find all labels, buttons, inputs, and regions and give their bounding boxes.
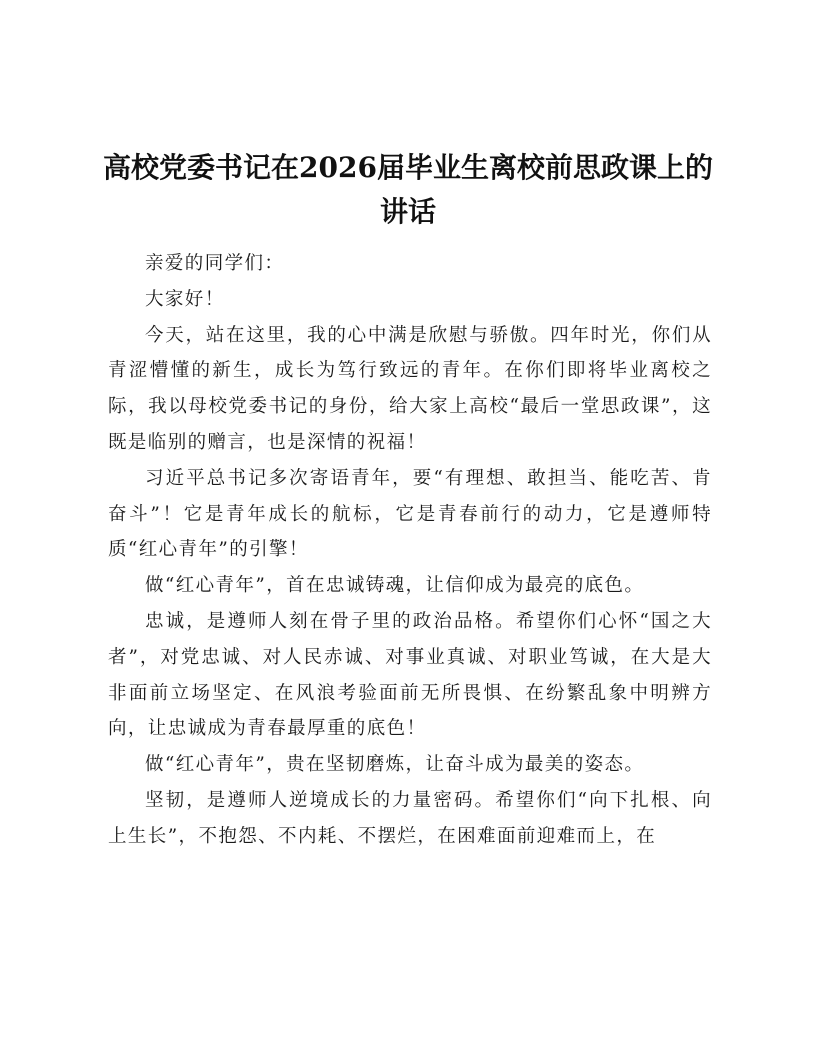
document-body [108, 246, 712, 855]
section-heading: 做“红心青年”，首在忠诚铸魂，让信仰成为最亮的底色。 [145, 575, 645, 597]
salutation: 亲爱的同学们： [145, 253, 285, 274]
paragraph: 忠诚，是遵师人刻在骨子里的政治品格。希望你们心怀“国之大者”，对党忠诚、对人民赤诚、对事业真诚、对职业笃诚，在大是大非面前立场坚定、在风浪考验面前无所畏惧、在纷繁乱象中明辨方向，让忠诚成为青春最厚重的底色！ [108, 610, 712, 740]
paragraph: 习近平总书记多次寄语青年，要“有理想、敢担当、能吃苦、肯奋斗”！它是青年成长的航标，它是青春前行的动力，它是遵师特质“红心青年”的引擎！ [108, 467, 712, 561]
paragraph: 今天，站在这里，我的心中满是欣慰与骄傲。四年时光，你们从青涩懵懂的新生，成长为笃行致远的青年。在你们即将毕业离校之际，我以母校党委书记的身份，给大家上高校“最后一堂思政课”，这既是临别的赠言，也是深情的祝福！ [108, 324, 712, 453]
document-title: 高校党委书记在2026届毕业生离校前思政课上的讲话 [103, 151, 713, 228]
greeting: 大家好！ [145, 288, 225, 310]
section-heading: 做“红心青年”，贵在坚韧磨炼，让奋斗成为最美的姿态。 [145, 754, 645, 776]
paragraph: 坚韧，是遵师人逆境成长的力量密码。希望你们“向下扎根、向上生长”，不抱怨、不内耗、不摆烂，在困难面前迎难而上，在 [108, 789, 712, 847]
